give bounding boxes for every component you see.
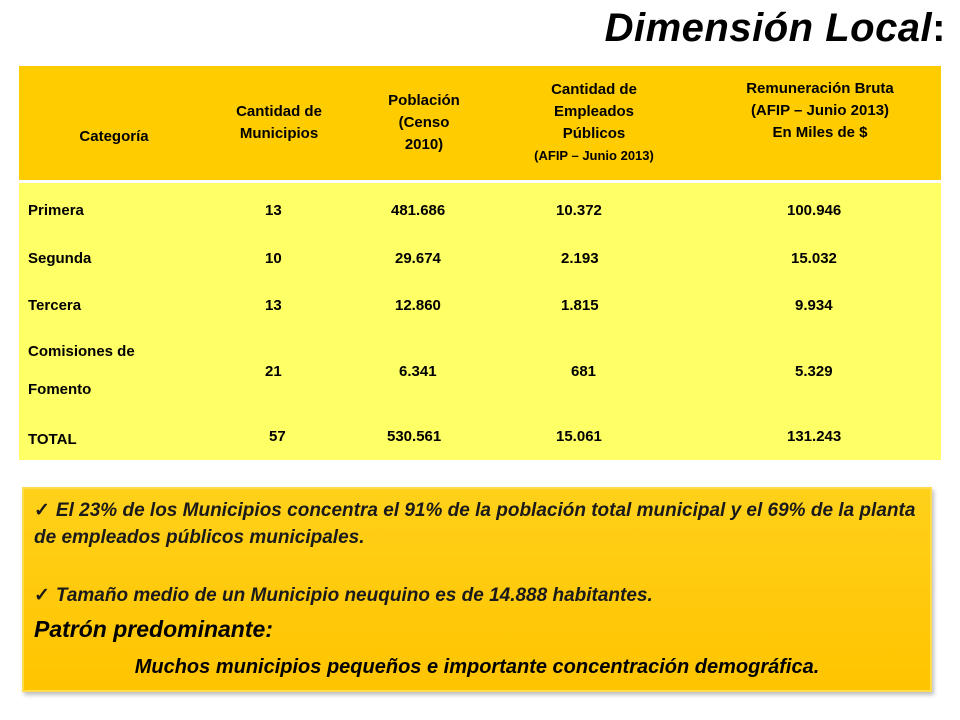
cell-remuneracion: 131.243: [787, 428, 842, 445]
summary-box: [22, 487, 932, 692]
header-poblacion: Población (Censo 2010): [388, 92, 460, 153]
cell-poblacion: 481.686: [391, 202, 446, 219]
patron-heading: Patrón predominante:: [34, 616, 273, 642]
page-title: [605, 6, 946, 51]
patron-description: Muchos municipios pequeños e importante concentración demográfica.: [134, 656, 820, 678]
header-categoria: Categoría: [79, 128, 149, 145]
cell-categoria-line2: Fomento: [28, 381, 92, 398]
data-table: [19, 66, 941, 460]
cell-categoria: TOTAL: [28, 431, 77, 448]
cell-poblacion: 29.674: [395, 250, 441, 267]
header-empleados: Cantidad de Empleados Públicos (AFIP – Junio 2013): [489, 66, 699, 180]
cell-poblacion: 6.341: [399, 363, 437, 380]
cell-categoria-line1: Comisiones de: [28, 343, 135, 360]
header-empleados-note: (AFIP – Junio 2013): [534, 148, 654, 163]
cell-municipios: 57: [269, 428, 286, 445]
title-text: Dimensión Local: [604, 6, 933, 50]
cell-empleados: 15.061: [556, 428, 602, 445]
table-body: [19, 180, 941, 460]
cell-empleados: 2.193: [561, 250, 599, 267]
bullet-concentracion: ✓ El 23% de los Municipios concentra el 91% de la población total municipal y el 69% de la planta de empleados públicos municipales.: [34, 500, 916, 548]
title-colon: :: [932, 6, 946, 50]
cell-poblacion: 12.860: [395, 297, 441, 314]
cell-categoria: Segunda: [28, 250, 92, 267]
cell-remuneracion: 15.032: [791, 250, 837, 267]
cell-remuneracion: 9.934: [795, 297, 833, 314]
bullet-tamano-medio: ✓ Tamaño medio de un Municipio neuquino es de 14.888 habitantes.: [34, 585, 653, 606]
table-header: [19, 66, 941, 180]
header-remuneracion: Remuneración Bruta (AFIP – Junio 2013) En Miles de $: [746, 80, 894, 141]
cell-empleados: 10.372: [556, 202, 602, 219]
cell-categoria: Tercera: [28, 297, 82, 314]
cell-remuneracion: 100.946: [787, 202, 842, 219]
header-municipios: Cantidad de Municipios: [236, 103, 322, 142]
cell-municipios: 21: [265, 363, 282, 380]
cell-poblacion: 530.561: [387, 428, 442, 445]
cell-municipios: 13: [265, 202, 282, 219]
cell-categoria: Primera: [28, 202, 84, 219]
cell-empleados: 1.815: [561, 297, 599, 314]
check-icon: ✓: [34, 585, 50, 606]
cell-empleados: 681: [571, 363, 597, 380]
cell-municipios: 13: [265, 297, 282, 314]
cell-remuneracion: 5.329: [795, 363, 833, 380]
check-icon: ✓: [34, 500, 50, 521]
cell-municipios: 10: [265, 250, 282, 267]
